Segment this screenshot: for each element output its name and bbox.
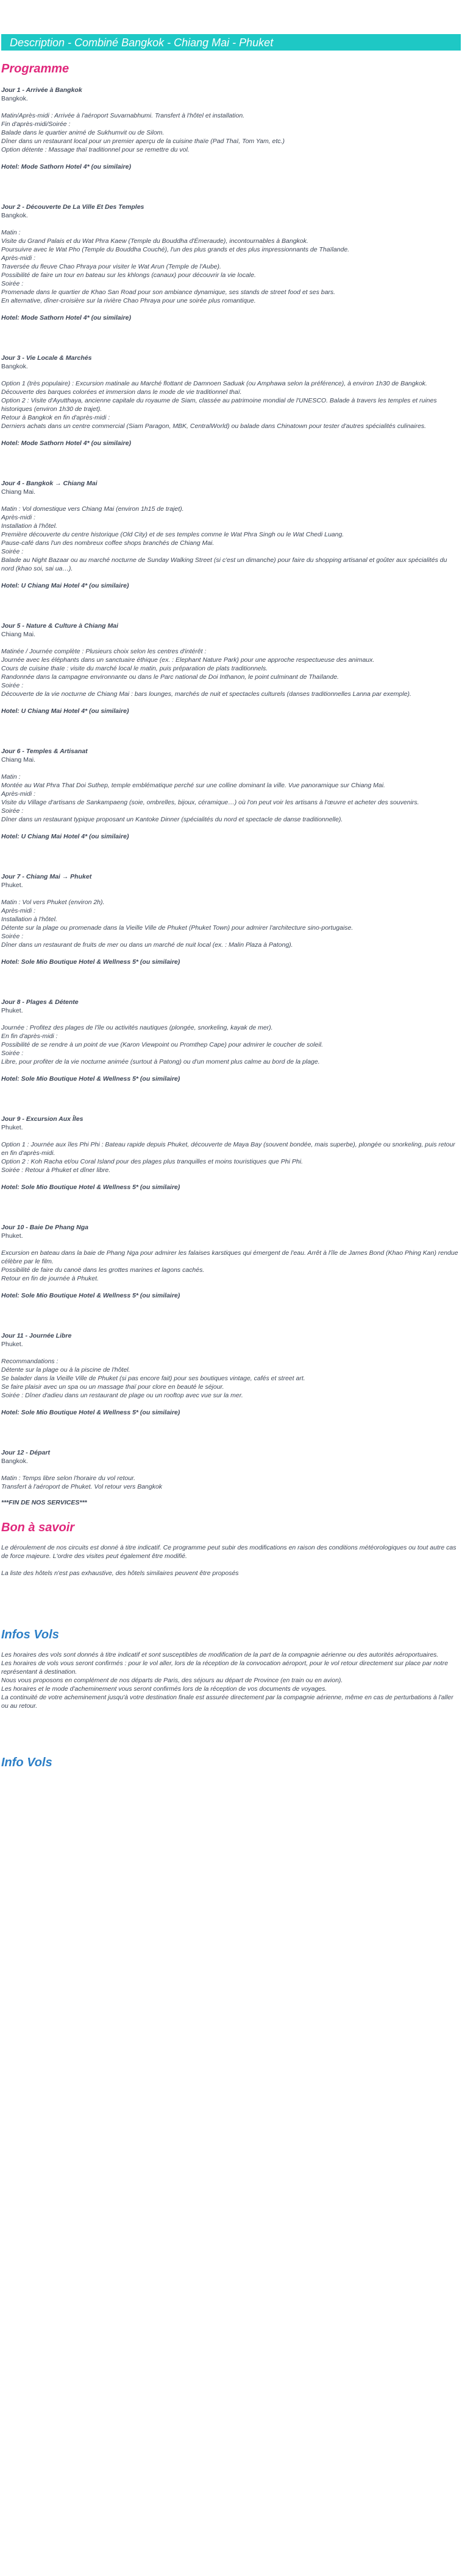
day-block xyxy=(1,479,461,590)
programme-heading: Programme xyxy=(1,62,69,75)
day-city: Bangkok. xyxy=(1,363,28,370)
infos-vols-heading: Infos Vols xyxy=(1,1628,59,1641)
day-title: Jour 10 - Baie De Phang Nga xyxy=(1,1224,88,1231)
page-title: Description - Combiné Bangkok - Chiang Mai - Phuket xyxy=(10,36,274,49)
day-city: Phuket. xyxy=(1,1232,23,1240)
page-content xyxy=(0,34,462,1770)
day-hotel: Hotel: Mode Sathorn Hotel 4* (ou similaire) xyxy=(1,163,131,170)
day-line: Recommandations : xyxy=(1,1358,59,1365)
day-block xyxy=(1,872,461,966)
day-city: Bangkok. xyxy=(1,95,28,102)
day-city: Bangkok. xyxy=(1,212,28,219)
day-line: Dîner dans un restaurant de fruits de mer ou dans un marché de nuit local (ex. : Malin Plaza à Patong). xyxy=(1,941,293,949)
day-line: Matinée / Journée complète : Plusieurs choix selon les centres d'intérêt : xyxy=(1,648,207,655)
day-city: Phuket. xyxy=(1,1341,23,1348)
day-line: Après-midi : xyxy=(1,790,36,798)
day-line: Matin : Vol vers Phuket (environ 2h). xyxy=(1,899,105,906)
day-line: Option 1 (très populaire) : Excursion matinale au Marché flottant de Damnoen Saduak (ou Amphawa selon la préférence), à environ 1h30 de Bangkok. Découverte des barques colorées et immersion dans le mode de vie traditionnel thaï. xyxy=(1,380,427,396)
infos-vols-line: Nous vous proposons en complément de nos départs de Paris, des séjours au départ de Province (en train ou en avion). xyxy=(1,1677,343,1684)
bon-a-savoir-paragraph: Le déroulement de nos circuits est donné à titre indicatif. Ce programme peut subir des modifications en raison des conditions météorologiques ou tout autre cas de force majeure. L'ordre des visites peut également être modifié. xyxy=(1,1544,457,1560)
day-hotel: Hotel: Sole Mio Boutique Hotel & Wellness 5* (ou similaire) xyxy=(1,1409,180,1416)
day-line: Excursion en bateau dans la baie de Phang Nga pour admirer les falaises karstiques qui émergent de l'eau. Arrêt à l'île de James Bond (Khao Phing Kan) rendue célèbre par le film. xyxy=(1,1249,458,1265)
day-line: Soirée : xyxy=(1,548,24,555)
day-line: Poursuivre avec le Wat Pho (Temple du Bouddha Couché), l'un des plus grands et des plus impressionnants de Thaïlande. xyxy=(1,246,350,253)
day-hotel: Hotel: Sole Mio Boutique Hotel & Wellness 5* (ou similaire) xyxy=(1,1292,180,1299)
day-line: Matin : xyxy=(1,773,21,781)
day-line: Montée au Wat Phra That Doi Suthep, temple emblématique perché sur une colline dominant la ville. Vue panoramique sur Chiang Mai. xyxy=(1,782,385,789)
day-line: Option 2 : Visite d'Ayutthaya, ancienne capitale du royaume de Siam, classée au patrimoine mondial de l'UNESCO. Balade à travers les temples et ruines historiques (environ 1h30 de trajet). xyxy=(1,397,437,413)
day-line: Matin : Temps libre selon l'horaire du vol retour. xyxy=(1,1475,136,1482)
day-line: Retour à Bangkok en fin d'après-midi : xyxy=(1,414,110,421)
info-vols-heading: Info Vols xyxy=(1,1756,52,1769)
day-block xyxy=(1,747,461,841)
day-title: Jour 5 - Nature & Culture à Chiang Mai xyxy=(1,622,118,630)
title-banner xyxy=(1,34,461,51)
bon-a-savoir-paragraph: La liste des hôtels n'est pas exhaustive, des hôtels similaires peuvent être proposés xyxy=(1,1570,239,1577)
day-block xyxy=(1,1448,461,1491)
day-city: Phuket. xyxy=(1,882,23,889)
bon-a-savoir-heading: Bon à savoir xyxy=(1,1521,75,1534)
day-line: Journée : Profitez des plages de l'île ou activités nautiques (plongée, snorkeling, kayak de mer). xyxy=(1,1024,273,1031)
day-block xyxy=(1,622,461,715)
day-hotel: Hotel: U Chiang Mai Hotel 4* (ou similaire) xyxy=(1,833,129,840)
day-title: Jour 4 - Bangkok → Chiang Mai xyxy=(1,480,98,487)
day-line: Détente sur la plage ou promenade dans la Vieille Ville de Phuket (Phuket Town) pour admirer l'architecture sino-portugaise. xyxy=(1,924,354,932)
day-block xyxy=(1,1332,461,1417)
day-line: Soirée : xyxy=(1,807,24,815)
day-line: Fin d'après-midi/Soirée : xyxy=(1,121,71,128)
day-title: Jour 9 - Excursion Aux Îles xyxy=(1,1115,84,1123)
day-line: Promenade dans le quartier de Khao San Road pour son ambiance dynamique, ses stands de street food et ses bars. xyxy=(1,289,336,296)
day-title: Jour 2 - Découverte De La Ville Et Des Temples xyxy=(1,203,144,211)
day-hotel: Hotel: U Chiang Mai Hotel 4* (ou similaire) xyxy=(1,707,129,715)
day-line: En alternative, dîner-croisière sur la rivière Chao Phraya pour une soirée plus romantique. xyxy=(1,297,256,304)
day-line: Derniers achats dans un centre commercial (Siam Paragon, MBK, CentralWorld) ou balade dans Chinatown pour tester d'autres spécialités culinaires. xyxy=(1,423,427,430)
day-line: Possibilité de se rendre à un point de vue (Karon Viewpoint ou Promthep Cape) pour admirer le coucher de soleil. xyxy=(1,1041,324,1048)
day-line: Soirée : Retour à Phuket et dîner libre. xyxy=(1,1167,111,1174)
day-line: Installation à l'hôtel. xyxy=(1,522,57,530)
day-line: Balade dans le quartier animé de Sukhumvit ou de Silom. xyxy=(1,129,165,136)
day-line: Visite du Village d'artisans de Sankampaeng (soie, ombrelles, bijoux, céramique…) où l'on peut voir les artisans à l'œuvre et acheter des souvenirs. xyxy=(1,799,419,806)
infos-vols-line: Les horaires des vols sont donnés à titre indicatif et sont susceptibles de modification de la part de la compagnie aérienne ou des autorités aéroportuaires. xyxy=(1,1651,439,1658)
day-line: Matin/Après-midi : Arrivée à l'aéroport Suvarnabhumi. Transfert à l'hôtel et installation. xyxy=(1,112,245,119)
day-line: Possibilité de faire du canoë dans les grottes marines et lagons cachés. xyxy=(1,1266,205,1274)
day-city: Phuket. xyxy=(1,1124,23,1131)
programme-days xyxy=(1,86,461,1491)
day-hotel: Hotel: Sole Mio Boutique Hotel & Wellness 5* (ou similaire) xyxy=(1,1075,180,1083)
day-line: Journée avec les éléphants dans un sanctuaire éthique (ex. : Elephant Nature Park) pour une approche respectueuse des animaux. xyxy=(1,656,375,664)
day-line: Dîner dans un restaurant local pour un premier aperçu de la cuisine thaïe (Pad Thaï, Tom Yam, etc.) xyxy=(1,138,285,145)
day-line: Transfert à l'aéroport de Phuket. Vol retour vers Bangkok xyxy=(1,1483,163,1490)
day-city: Phuket. xyxy=(1,1007,23,1014)
day-block xyxy=(1,354,461,447)
day-line: Soirée : xyxy=(1,1050,24,1057)
day-line: En fin d'après-midi : xyxy=(1,1033,58,1040)
day-line: Option détente : Massage thaï traditionnel pour se remettre du vol. xyxy=(1,146,190,153)
day-line: Première découverte du centre historique (Old City) et de ses temples comme le Wat Phra Singh ou le Wat Chedi Luang. xyxy=(1,531,344,538)
day-line: Détente sur la plage ou à la piscine de l'hôtel. xyxy=(1,1366,130,1374)
day-line: Libre, pour profiter de la vie nocturne animée (surtout à Patong) ou d'un moment plus calme au bord de la plage. xyxy=(1,1058,320,1065)
day-line: Matin : xyxy=(1,229,21,236)
day-line: Traversée du fleuve Chao Phraya pour visiter le Wat Arun (Temple de l'Aube). xyxy=(1,263,221,270)
day-title: Jour 3 - Vie Locale & Marchés xyxy=(1,354,92,362)
infos-vols-line: Les horaires de vols vous seront confirmés : pour le vol aller, lors de la réception de la convocation aéroport, pour le vol retour directement sur place par notre représentant à destination. xyxy=(1,1660,449,1676)
day-line: Option 1 : Journée aux îles Phi Phi : Bateau rapide depuis Phuket, découverte de Maya Bay (souvent bondée, mais superbe), plongée ou snorkeling, puis retour en fin d'après-midi. xyxy=(1,1141,455,1157)
day-title: Jour 7 - Chiang Mai → Phuket xyxy=(1,873,92,880)
day-title: Jour 11 - Journée Libre xyxy=(1,1332,72,1339)
day-line: Option 2 : Koh Racha et/ou Coral Island pour des plages plus tranquilles et moins touristiques que Phi Phi. xyxy=(1,1158,303,1165)
day-line: Visite du Grand Palais et du Wat Phra Kaew (Temple du Bouddha d'Émeraude), incontournables à Bangkok. xyxy=(1,237,308,245)
day-line: Se faire plaisir avec un spa ou un massage thaï pour clore en beauté le séjour. xyxy=(1,1383,224,1391)
day-line: Cours de cuisine thaïe : visite du marché local le matin, puis préparation de plats traditionnels. xyxy=(1,665,268,672)
day-line: Matin : Vol domestique vers Chiang Mai (environ 1h15 de trajet). xyxy=(1,505,184,513)
day-hotel: Hotel: Mode Sathorn Hotel 4* (ou similaire) xyxy=(1,314,131,321)
day-hotel: Hotel: Sole Mio Boutique Hotel & Wellness 5* (ou similaire) xyxy=(1,1184,180,1191)
day-hotel: Hotel: Sole Mio Boutique Hotel & Wellness 5* (ou similaire) xyxy=(1,958,180,966)
day-city: Chiang Mai. xyxy=(1,488,36,496)
day-line: Installation à l'hôtel. xyxy=(1,916,57,923)
day-city: Bangkok. xyxy=(1,1458,28,1465)
day-block xyxy=(1,86,461,171)
day-city: Chiang Mai. xyxy=(1,756,36,763)
day-hotel: Hotel: Mode Sathorn Hotel 4* (ou similaire) xyxy=(1,440,131,447)
day-block xyxy=(1,203,461,322)
infos-vols-line: Les horaires et le mode d'acheminement vous seront confirmés lors de la réception de vos documents de voyages. xyxy=(1,1685,327,1693)
day-line: Dîner dans un restaurant typique proposant un Kantoke Dinner (spécialités du nord et spectacle de danse traditionnelle). xyxy=(1,816,343,823)
day-line: Balade au Night Bazaar ou au marché nocturne de Sunday Walking Street (si c'est un dimanche) pour faire du shopping artisanal et goûter aux spécialités du nord (khao soi, sai ua…). xyxy=(1,556,447,572)
day-line: Pause-café dans l'un des nombreux coffee shops branchés de Chiang Mai. xyxy=(1,539,215,547)
day-block xyxy=(1,1223,461,1300)
day-line: Soirée : Dîner d'adieu dans un restaurant de plage ou un rooftop avec vue sur la mer. xyxy=(1,1392,243,1399)
day-title: Jour 6 - Temples & Artisanat xyxy=(1,748,88,755)
day-line: Après-midi : xyxy=(1,254,36,262)
day-line: Découverte de la vie nocturne de Chiang Mai : bars lounges, marchés de nuit et spectacles culturels (danses traditionnelles Lanna par exemple). xyxy=(1,690,411,698)
day-hotel: Hotel: U Chiang Mai Hotel 4* (ou similaire) xyxy=(1,582,129,589)
day-title: Jour 12 - Départ xyxy=(1,1449,50,1456)
day-title: Jour 8 - Plages & Détente xyxy=(1,998,79,1006)
day-city: Chiang Mai. xyxy=(1,631,36,638)
day-line: Après-midi : xyxy=(1,514,36,521)
day-line: Soirée : xyxy=(1,933,24,940)
day-line: Se balader dans la Vieille Ville de Phuket (si pas encore fait) pour ses boutiques vintage, cafés et street art. xyxy=(1,1375,305,1382)
infos-vols-line: La continuité de votre acheminement jusqu'à votre destination finale est assurée directement par la compagnie aérienne, même en cas de perturbations à l'aller ou au retour. xyxy=(1,1694,453,1710)
day-line: Randonnée dans la campagne environnante ou dans le Parc national de Doi Inthanon, le point culminant de Thaïlande. xyxy=(1,673,339,681)
day-line: Après-midi : xyxy=(1,907,36,914)
day-title: Jour 1 - Arrivée à Bangkok xyxy=(1,86,82,94)
day-line: Possibilité de faire un tour en bateau sur les khlongs (canaux) pour découvrir la vie locale. xyxy=(1,272,256,279)
day-block xyxy=(1,1115,461,1191)
end-of-services: ***FIN DE NOS SERVICES*** xyxy=(1,1499,87,1506)
day-line: Retour en fin de journée à Phuket. xyxy=(1,1275,99,1282)
day-line: Soirée : xyxy=(1,682,24,689)
day-line: Soirée : xyxy=(1,280,24,287)
day-block xyxy=(1,998,461,1083)
